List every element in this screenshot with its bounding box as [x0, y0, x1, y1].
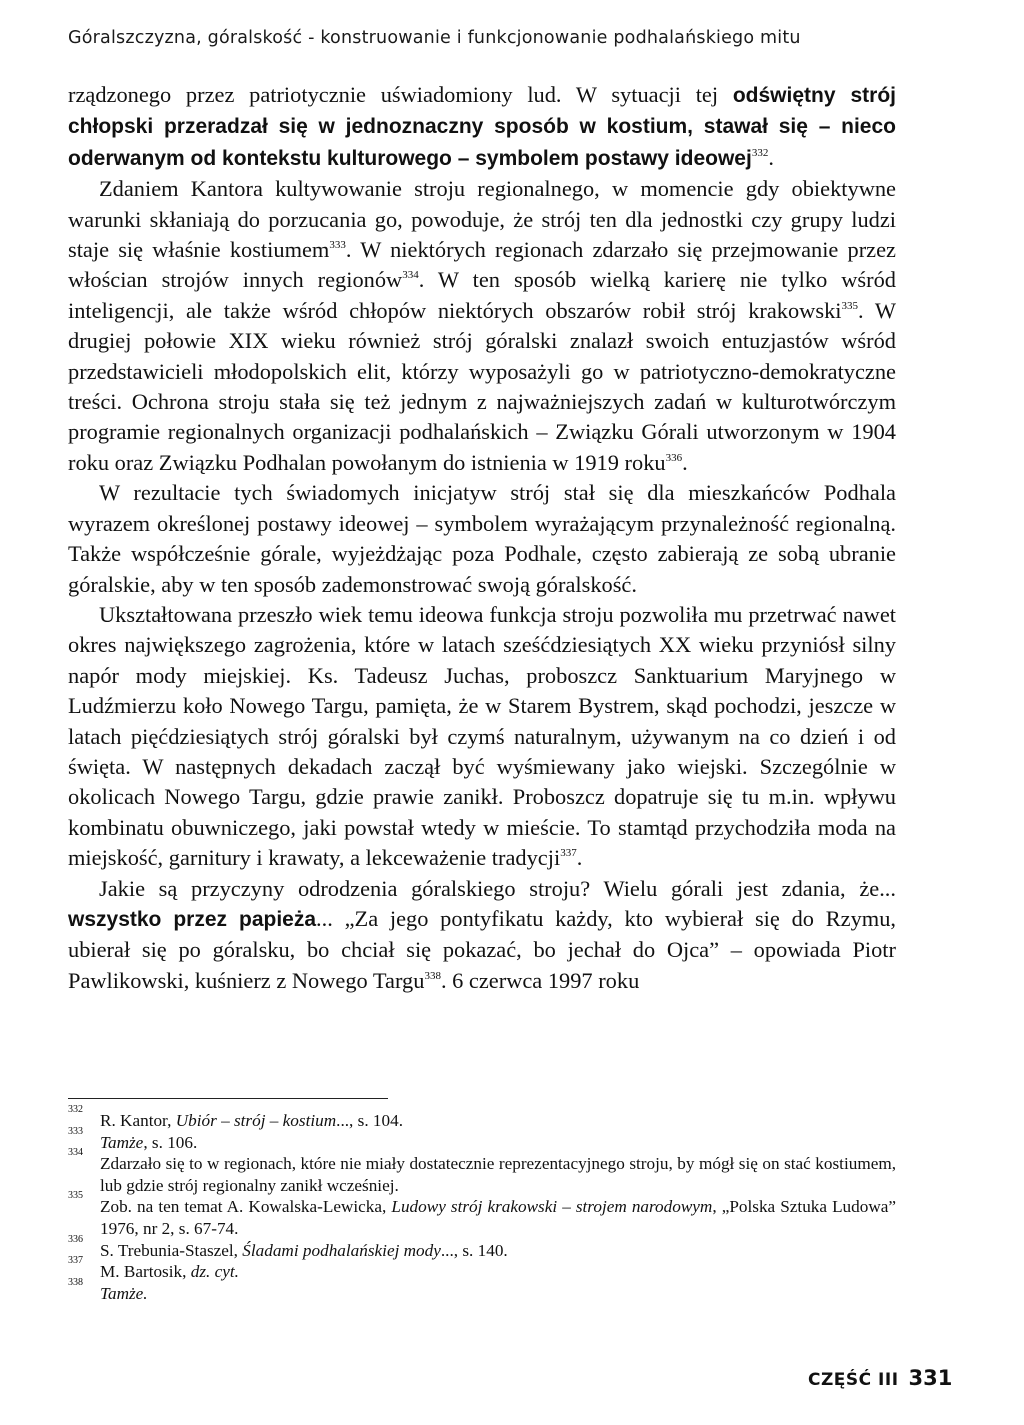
footnote: 336 S. Trebunia-Staszel, Śladami podhalańskiej mody..., s. 140.	[68, 1233, 508, 1260]
paragraph: Jakie są przyczyny odrodzenia góralskiego stroju? Wielu górali jest zdania, że... wszystko przez papieża... „Za jego pontyfikatu każdy, kto wybierał się do Rzymu, ubierał się po góralsku, bo chciał się pokazać, bo jechał do Ojca” – opowiada Piotr Pawlikowski, kuśnierz z Nowego Targu$^{338}$. 6 czerwca 1997 roku	[68, 875, 896, 993]
footnote-ref[interactable]: 338	[424, 969, 441, 982]
footnote: 335 Zob. na ten temat A. Kowalska-Lewicka, Ludowy strój krakowski – strojem narodowym, „Polska Sztuka Ludowa” 1976, nr 2, s. 67-74.	[68, 1190, 897, 1238]
running-header: Góralszczyzna, góralskość - konstruowanie i funkcjonowanie podhalańskiego mitu	[68, 28, 801, 48]
emphasis-text: wszystko przez papieża	[68, 907, 317, 931]
footnote-ref[interactable]: 333	[329, 239, 346, 252]
page-number: 331	[908, 1366, 953, 1390]
paragraph: W rezultacie tych świadomych inicjatyw strój stał się dla mieszkańców Podhala wyrazem określonej postawy ideowej – symbolem wyrażającym przynależność regionalną. Także współcześnie górale, wyjeżdżając poza Podhale, często zabierają ze sobą ubranie góralskie, aby w ten sposób zademonstrować swoją góralskość.	[68, 480, 896, 597]
footnote: 334 Zdarzało się to w regionach, które nie miały dostatecznie reprezentacyjnego stroju, by mógł się on stać kostiumem, lub gdzie strój regionalny zanikł wcześniej.	[68, 1147, 896, 1195]
footnote-ref[interactable]: 332	[751, 146, 769, 159]
paragraph: Ukształtowana przeszło wiek temu ideowa funkcja stroju pozwoliła mu przetrwać nawet okres największego zagrożenia, które w latach sześćdziesiątych XX wieku przyniósł silny napór mody miejskiej. Ks. Tadeusz Juchas, proboszcz Sanktuarium Maryjnego w Ludźmierzu koło Nowego Targu, pamięta, że w Starem Bystrem, skąd pochodzi, jeszcze w latach pięćdziesiątych strój góralski był czymś naturalnym, używanym na co dzień i od święta. W następnych dekadach zaczął być wyśmiewany jako wiejski. Szczególnie w okolicach Nowego Targu, gdzie prawie zanikł. Proboszcz dopatruje się tu m.in. wpływu kombinatu obuwniczego, jaki powstał wtedy w mieście. To stamtąd przychodziła moda na miejskość, garnitury i krawaty, a lekceważenie tradycji$^{337}$.	[68, 601, 896, 871]
footnote-ref[interactable]: 334	[402, 269, 419, 282]
paragraph: Zdaniem Kantora kultywowanie stroju regionalnego, w momencie gdy obiektywne warunki skłaniają do porzucania go, powoduje, że strój ten dla jednostki czy grupy ludzi staje się właśnie kostiumem$^{333}$. W niektórych regionach zdarzało się przejmowanie przez włościan strojów innych regionów$^{334}$. W ten sposób wielką karierę nie tylko wśród inteligencji, ale także wśród chłopów niektórych obszarów robił strój krakowski$^{335}$. W drugiej połowie XIX wieku również strój góralski znalazł swoich entuzjastów wśród przedstawicieli młodopolskich elit, którzy wyposażyli go w patriotyczno-demokratyczne treści. Ochrona stroju stała się też jednym z najważniejszych zadań w kulturotwórczym programie regionalnych organizacji podhalańskich – Związku Górali utworzonym w 1904 roku oraz Związku Podhalan powołanym do istnienia w 1919 roku$^{336}$.	[68, 176, 897, 475]
footnote: 337 M. Bartosik, dz. cyt.	[68, 1255, 239, 1282]
footnote-ref[interactable]: 336	[665, 451, 683, 464]
footnote: 332 R. Kantor, Ubiór – strój – kostium..., s. 104.	[68, 1104, 403, 1130]
paragraph-continued: rządzonego przez patriotycznie uświadomiony lud. W sytuacji tej odświętny strój chłopski przeradzał się w jednoznaczny sposób w kostium, stawał się – nieco oderwanym od kontekstu kulturowego – symbolem postawy ideowej$^{332}$.	[68, 82, 896, 170]
body-text	[68, 80, 896, 996]
footnote-divider	[68, 1098, 388, 1099]
footnote-ref[interactable]: 335	[841, 299, 858, 312]
footnote: 333 Tamże, s. 106.	[68, 1125, 198, 1152]
footnote: 338 Tamże.	[68, 1276, 148, 1303]
footnote-ref[interactable]: 337	[560, 847, 577, 860]
emphasis-text: odświętny strój chłopski przeradzał się w jednoznaczny sposób w kostium, stawał się – nieco oderwanym od kontekstu kulturowego – symbolem postawy ideowej	[68, 84, 896, 170]
part-label: CZĘŚĆ III	[808, 1370, 899, 1390]
footnotes	[68, 1104, 897, 1304]
page-footer	[808, 1366, 952, 1390]
